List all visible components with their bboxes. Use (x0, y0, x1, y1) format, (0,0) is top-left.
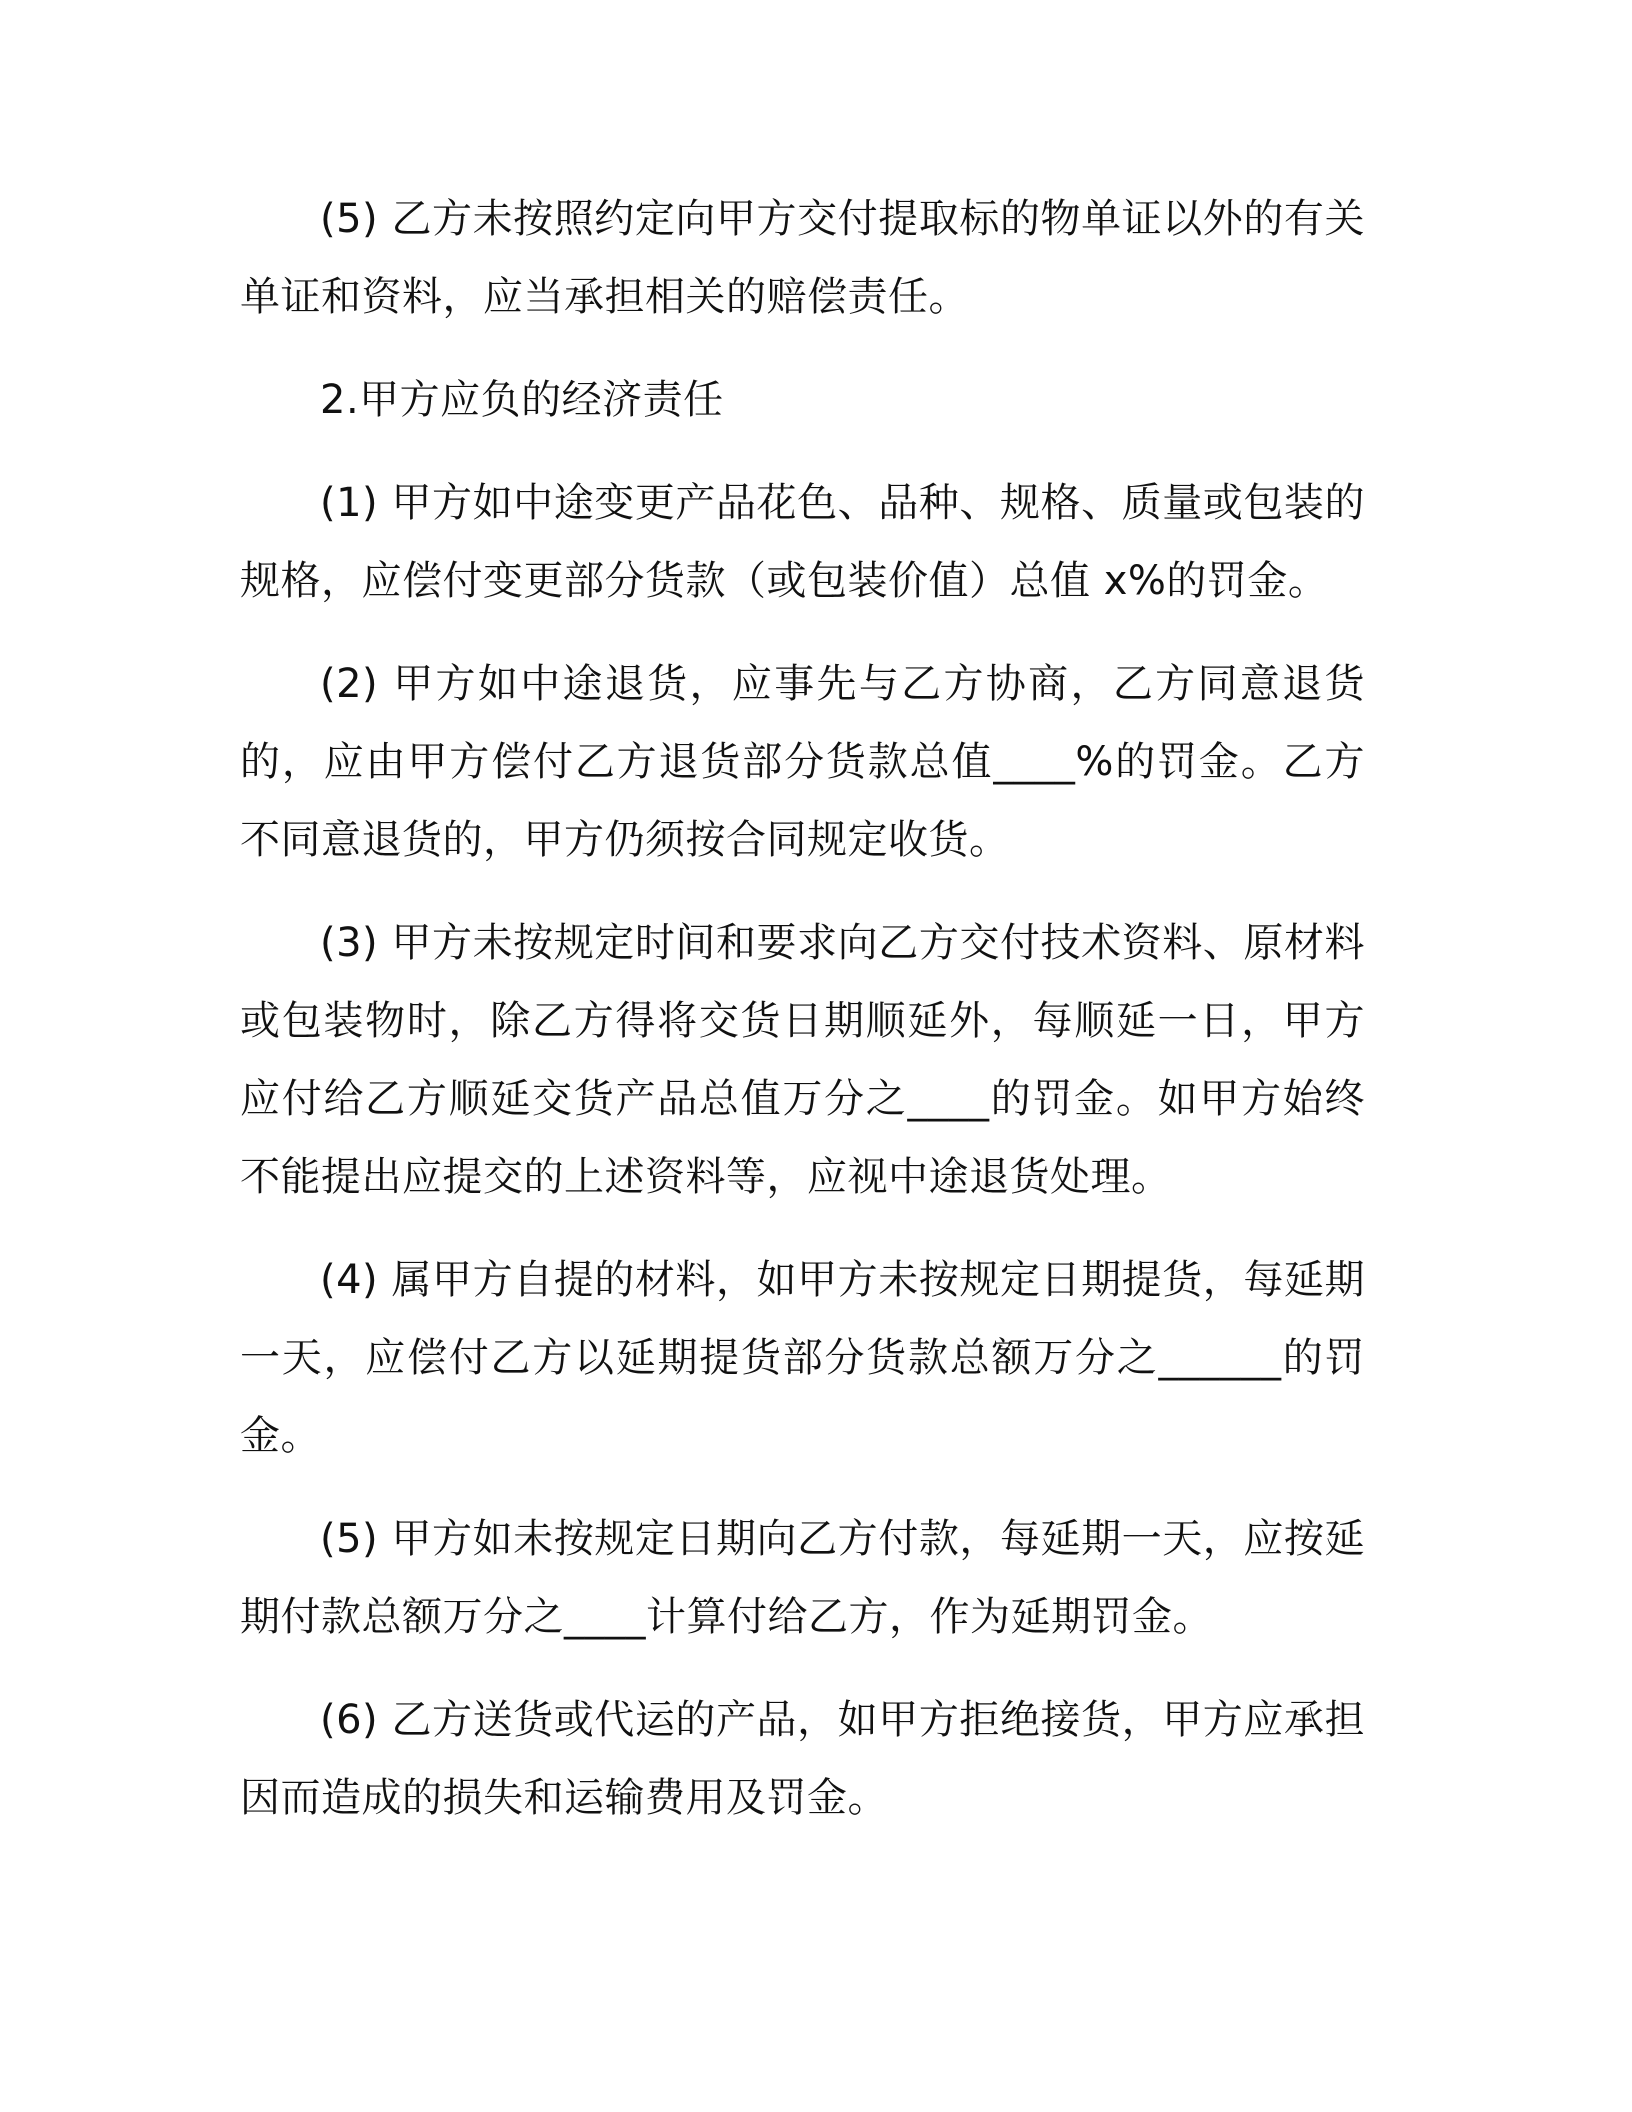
paragraph-party-a-6: (6) 乙方送货或代运的产品，如甲方拒绝接货，甲方应承担因而造成的损失和运输费用及罚金。 (240, 1697, 1365, 1821)
paragraph-party-a-4: (4) 属甲方自提的材料，如甲方未按规定日期提货，每延期一天，应偿付乙方以延期提货部分货款总额万分之______的罚金。 (240, 1257, 1365, 1459)
paragraph-party-b-5: (5) 乙方未按照约定向甲方交付提取标的物单证以外的有关单证和资料，应当承担相关的赔偿责任。 (240, 196, 1365, 320)
paragraph-party-a-2: (2) 甲方如中途退货，应事先与乙方协商，乙方同意退货的，应由甲方偿付乙方退货部分货款总值____%的罚金。乙方不同意退货的，甲方仍须按合同规定收货。 (240, 661, 1365, 863)
paragraph-party-a-5: (5) 甲方如未按规定日期向乙方付款，每延期一天，应按延期付款总额万分之____计算付给乙方，作为延期罚金。 (240, 1516, 1365, 1640)
paragraph-party-a-1: (1) 甲方如中途变更产品花色、品种、规格、质量或包装的规格，应偿付变更部分货款（或包装价值）总值 x%的罚金。 (240, 480, 1365, 604)
section-heading-party-a-liability: 2.甲方应负的经济责任 (320, 377, 724, 423)
document-body (240, 180, 1365, 1862)
paragraph-party-a-3: (3) 甲方未按规定时间和要求向乙方交付技术资料、原材料或包装物时，除乙方得将交货日期顺延外，每顺延一日，甲方应付给乙方顺延交货产品总值万分之____的罚金。如甲方始终不能提出应提交的上述资料等，应视中途退货处理。 (240, 920, 1365, 1200)
